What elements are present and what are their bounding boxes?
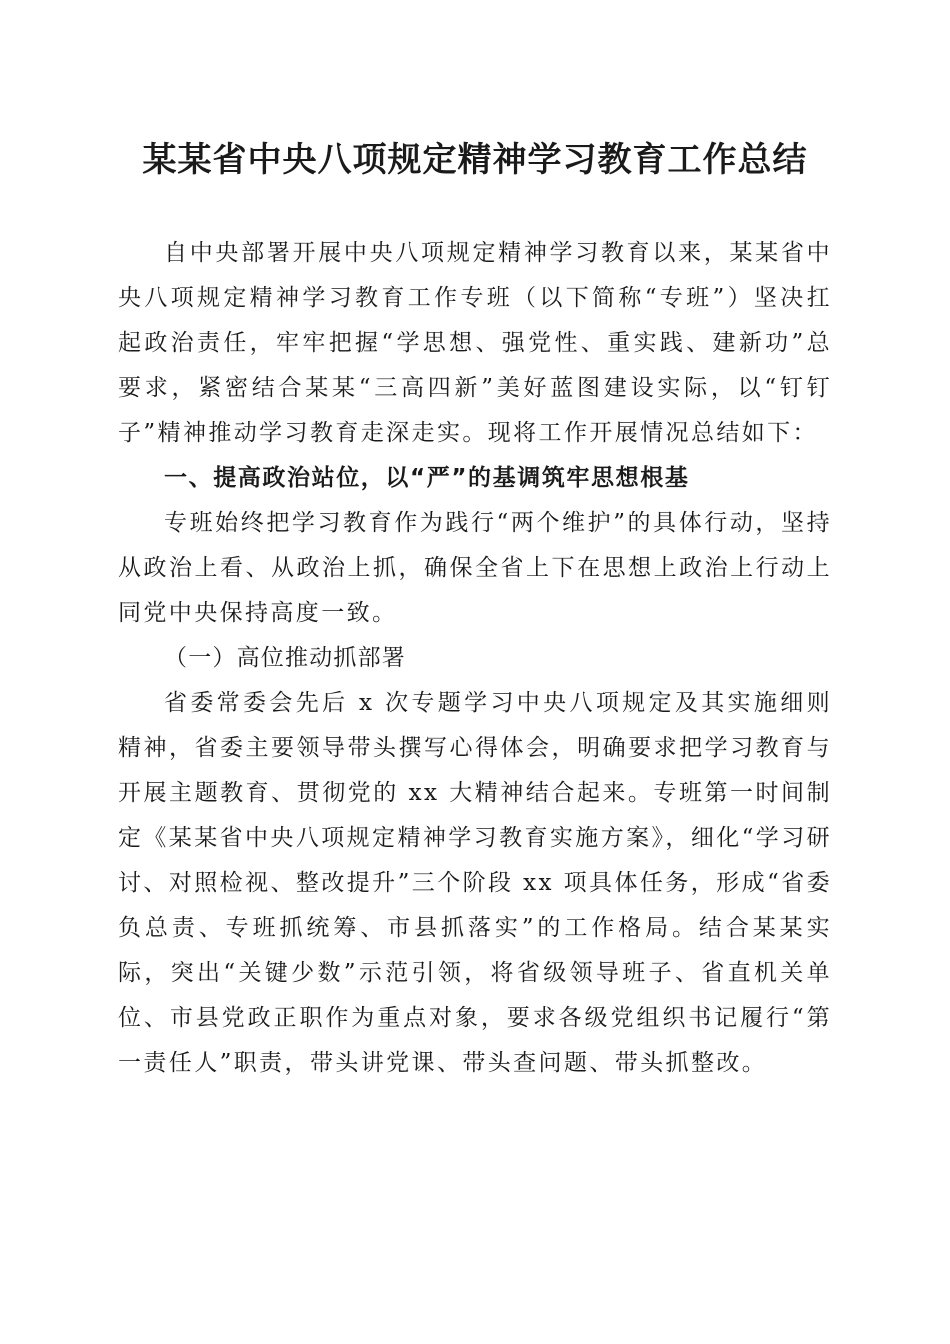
section-paragraph: 专班始终把学习教育作为践行“两个维护”的具体行动，坚持从政治上看、从政治上抓，确保全省上下在思想上政治上行动上同党中央保持高度一致。 <box>118 510 832 626</box>
subsection-paragraph: 省委常委会先后 x 次专题学习中央八项规定及其实施细则精神，省委主要领导带头撰写心得体会，明确要求把学习教育与开展主题教育、贯彻党的 xx 大精神结合起来。专班第一时间制定《某某省中央八项规定精神学习教育实施方案》，细化“学习研讨、对照检视、整改提升”三个阶段 xx 项具体任务，形成“省委负总责、专班抓统筹、市县抓落实”的工作格局。结合某某实际，突出“关键少数”示范引领，将省级领导班子、省直机关单位、市县党政正职作为重点对象，要求各级党组织书记履行“第一责任人”职责，带头讲党课、带头查问题、带头抓整改。 <box>118 690 832 1076</box>
subsection-heading: （一）高位推动抓部署 <box>164 645 406 671</box>
document-title: 某某省中央八项规定精神学习教育工作总结 <box>142 140 808 180</box>
section-heading: 一、提高政治站位，以“严”的基调筑牢思想根基 <box>164 465 690 491</box>
document-body <box>118 231 832 1086</box>
intro-paragraph: 自中央部署开展中央八项规定精神学习教育以来，某某省中央八项规定精神学习教育工作专班（以下简称“专班”）坚决扛起政治责任，牢牢把握“学思想、强党性、重实践、建新功”总要求，紧密结合某某“三高四新”美好蓝图建设实际，以“钉钉子”精神推动学习教育走深走实。现将工作开展情况总结如下： <box>118 240 832 446</box>
